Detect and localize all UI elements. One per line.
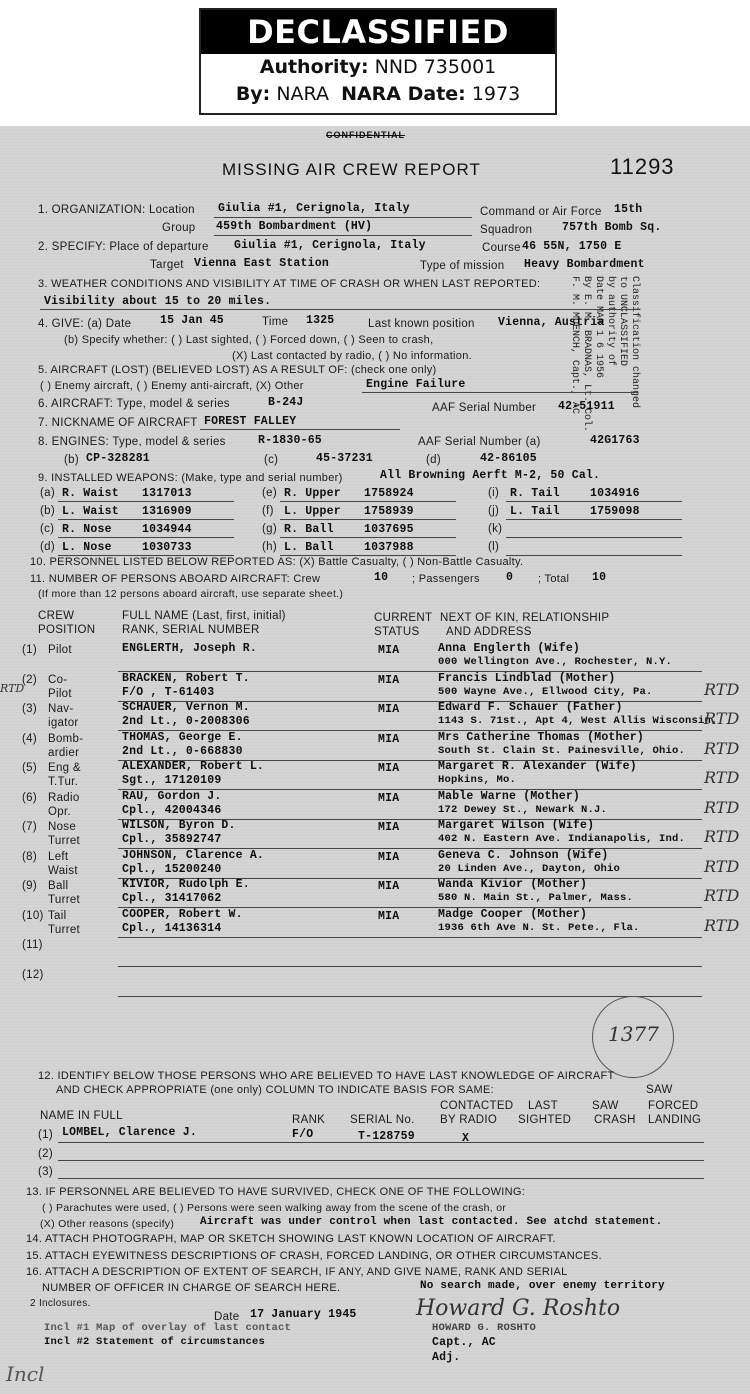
weapon-serial: 1759098 xyxy=(590,505,640,518)
weapon-tag: (l) xyxy=(488,541,500,553)
survived-label: 13. IF PERSONNEL ARE BELIEVED TO HAVE SURVIVED, CHECK ONE OF THE FOLLOWING: xyxy=(26,1186,526,1198)
crew-position: Eng & xyxy=(48,762,81,774)
crew-position-cont: Turret xyxy=(48,924,81,936)
classification-stamp-line: By E. M. BRADNAS, Lt. Col. xyxy=(581,276,592,433)
page-title: MISSING AIR CREW REPORT xyxy=(222,160,481,179)
crew-rank-serial: Cpl., 35892747 xyxy=(122,833,222,846)
weather-value: Visibility about 15 to 20 miles. xyxy=(44,295,272,308)
engines-label: 8. ENGINES: Type, model & series xyxy=(38,436,226,448)
contacted-line: (X) Last contacted by radio, ( ) No information. xyxy=(232,350,472,362)
inclosures: 2 Inclosures. xyxy=(30,1298,91,1309)
departure-value: Giulia #1, Cerignola, Italy xyxy=(234,239,426,252)
course-value: 46 55N, 1750 E xyxy=(522,240,622,253)
separate-sheet-note: (If more than 12 persons aboard aircraft, use separate sheet.) xyxy=(38,588,344,600)
crew-next-of-kin: Madge Cooper (Mother) xyxy=(438,908,588,921)
weapon-position: L. Waist xyxy=(62,505,119,518)
crew-name: JOHNSON, Clarence A. xyxy=(122,849,265,862)
command-value: 15th xyxy=(614,203,643,216)
crew-next-of-kin: Geneva C. Johnson (Wife) xyxy=(438,849,609,862)
engine-serial-a: 42G1763 xyxy=(590,434,640,447)
crew-name: COOPER, Robert W. xyxy=(122,908,243,921)
other-reasons-value: Aircraft was under control when last contacted. See atchd statement. xyxy=(200,1216,663,1228)
crew-rtd-note: RTD xyxy=(704,857,740,876)
crew-rank-serial: Cpl., 31417062 xyxy=(122,892,222,905)
crew-number: (7) xyxy=(22,821,37,833)
col-name: NAME IN FULL xyxy=(40,1110,123,1122)
weapon-position: L. Ball xyxy=(284,541,334,554)
engine-serial-label: AAF Serial Number (a) xyxy=(418,436,541,448)
crew-address: 580 N. Main St., Palmer, Mass. xyxy=(438,892,634,904)
identify-label-1: 12. IDENTIFY BELOW THOSE PERSONS WHO ARE BELIEVED TO HAVE LAST KNOWLEDGE OF AIRCRAFT xyxy=(38,1070,615,1082)
weapon-tag: (j) xyxy=(488,505,500,517)
crew-position: Bomb- xyxy=(48,733,84,745)
crew-name: SCHAUER, Vernon M. xyxy=(122,701,250,714)
org-location-value: Giulia #1, Cerignola, Italy xyxy=(218,202,410,215)
crew-rank-serial: 2nd Lt., 0-668830 xyxy=(122,745,243,758)
crew-address: 000 Wellington Ave., Rochester, N.Y. xyxy=(438,656,673,668)
weapon-serial: 1030733 xyxy=(142,541,192,554)
crew-number: (12) xyxy=(22,969,44,981)
crew-rtd-note: RTD xyxy=(704,827,740,846)
crew-position-cont: T.Tur. xyxy=(48,776,79,788)
weapon-tag: (f) xyxy=(262,505,274,517)
report-date: 17 January 1945 xyxy=(250,1308,357,1321)
engine-serial-c: 45-37231 xyxy=(316,452,373,465)
stamp-by xyxy=(201,81,555,108)
crew-header-position-1: CREW xyxy=(38,610,75,622)
weapon-tag: (k) xyxy=(488,523,503,535)
crew-next-of-kin: Mrs Catherine Thomas (Mother) xyxy=(438,731,644,744)
crew-status: MIA xyxy=(378,792,400,805)
crew-address: South St. Clain St. Painesville, Ohio. xyxy=(438,745,686,757)
crew-position-cont: Pilot xyxy=(48,688,72,700)
weapon-position: L. Upper xyxy=(284,505,341,518)
crew-position: Tail xyxy=(48,910,67,922)
attach-search-line-1: 16. ATTACH A DESCRIPTION OF EXTENT OF SEARCH, IF ANY, AND GIVE NAME, RANK AND SERIAL xyxy=(26,1266,568,1278)
report-date-label: Date xyxy=(214,1311,240,1323)
inclosure-2: Incl #2 Statement of circumstances xyxy=(44,1336,266,1348)
aircraft-serial-label: AAF Serial Number xyxy=(432,402,537,414)
weapon-serial: 1034916 xyxy=(590,487,640,500)
signature: Howard G. Roshto xyxy=(416,1296,621,1321)
crew-header-name-2: RANK, SERIAL NUMBER xyxy=(122,624,260,636)
weapon-serial: 1316909 xyxy=(142,505,192,518)
crew-address: 500 Wayne Ave., Ellwood City, Pa. xyxy=(438,686,653,698)
crew-address: 1936 6th Ave N. St. Pete., Fla. xyxy=(438,922,640,934)
aircraft-lost-label: 5. AIRCRAFT (LOST) (BELIEVED LOST) AS A RESULT OF: (check one only) xyxy=(38,364,437,376)
crew-rtd-note: RTD xyxy=(704,886,740,905)
weapon-serial: 1037695 xyxy=(364,523,414,536)
date-label: 4. GIVE: (a) Date xyxy=(38,318,132,330)
crew-number: (9) xyxy=(22,880,37,892)
witness-row-num: (1) xyxy=(38,1129,53,1141)
crew-rank-serial: Cpl., 42004346 xyxy=(122,804,222,817)
personnel-status-line: 10. PERSONNEL LISTED BELOW REPORTED AS: (X) Battle Casualty, ( ) Non-Battle Casualty. xyxy=(30,556,524,568)
position-value: Vienna, Austria xyxy=(498,316,605,329)
crew-address: 1143 S. 71st., Apt 4, West Allis Wisconsin. xyxy=(438,715,718,727)
stamp-by-value: NARA xyxy=(276,83,329,105)
crew-position-cont: ardier xyxy=(48,747,80,759)
witness-serial: T-128759 xyxy=(358,1130,415,1143)
aircraft-lost-options: ( ) Enemy aircraft, ( ) Enemy anti-aircraft, (X) Other xyxy=(40,380,304,392)
declassified-stamp xyxy=(199,8,557,115)
crew-next-of-kin: Anna Englerth (Wife) xyxy=(438,642,581,655)
crew-header-position-2: POSITION xyxy=(38,624,96,636)
crew-rank-serial: 2nd Lt., 0-2008306 xyxy=(122,715,250,728)
weapon-tag: (a) xyxy=(40,487,55,499)
departure-label: 2. SPECIFY: Place of departure xyxy=(38,241,209,253)
crew-rtd-note: RTD xyxy=(704,768,740,787)
weapons-label: 9. INSTALLED WEAPONS: (Make, type and serial number) xyxy=(38,472,343,484)
squadron-value: 757th Bomb Sq. xyxy=(562,221,662,234)
stamp-date-value: 1973 xyxy=(471,83,521,105)
crew-next-of-kin: Edward F. Schauer (Father) xyxy=(438,701,623,714)
form-paper xyxy=(0,126,750,1394)
crew-status: MIA xyxy=(378,733,400,746)
crew-status: MIA xyxy=(378,703,400,716)
engine-d-label: (d) xyxy=(426,454,441,466)
attach-photo-line: 14. ATTACH PHOTOGRAPH, MAP OR SKETCH SHOWING LAST KNOWN LOCATION OF AIRCRAFT. xyxy=(26,1233,556,1245)
org-label: 1. ORGANIZATION: Location xyxy=(38,204,195,216)
crew-header-status-1: CURRENT xyxy=(374,612,433,624)
crew-position: Radio xyxy=(48,792,80,804)
passenger-count: 0 xyxy=(506,571,514,584)
corner-note: Incl xyxy=(6,1362,45,1386)
crew-position: Nose xyxy=(48,821,77,833)
crew-name: KIVIOR, Rudolph E. xyxy=(122,878,250,891)
weapon-tag: (b) xyxy=(40,505,55,517)
crew-name: BRACKEN, Robert T. xyxy=(122,672,250,685)
stamp-date-label: NARA Date: xyxy=(341,83,466,105)
witness-rank: F/O xyxy=(292,1128,314,1141)
crew-header-status-2: STATUS xyxy=(374,626,420,638)
weapon-position: R. Tail xyxy=(510,487,560,500)
position-label: Last known position xyxy=(368,318,475,330)
crew-status: MIA xyxy=(378,644,400,657)
crew-name: RAU, Gordon J. xyxy=(122,790,222,803)
stamp-authority xyxy=(201,54,555,81)
stamp-authority-label: Authority: xyxy=(259,56,369,78)
engine-serial-b: CP-328281 xyxy=(86,452,150,465)
attach-search-line-2: NUMBER OF OFFICER IN CHARGE OF SEARCH HERE. xyxy=(42,1282,341,1294)
crew-next-of-kin: Mable Warne (Mother) xyxy=(438,790,581,803)
crew-next-of-kin: Francis Lindblad (Mother) xyxy=(438,672,616,685)
passengers-label: ; Passengers xyxy=(412,573,480,585)
col-serial: SERIAL No. xyxy=(350,1114,415,1126)
witness-row-num: (3) xyxy=(38,1166,53,1178)
crew-rtd-note: RTD xyxy=(704,916,740,935)
persons-aboard-label: 11. NUMBER OF PERSONS ABOARD AIRCRAFT: Crew xyxy=(30,573,321,585)
group-label: Group xyxy=(162,222,196,234)
crew-position: Pilot xyxy=(48,644,72,656)
search-value: No search made, over enemy territory xyxy=(420,1280,665,1292)
stamp-by-label: By: xyxy=(235,83,271,105)
target-value: Vienna East Station xyxy=(194,257,329,270)
weapon-serial: 1034944 xyxy=(142,523,192,536)
time-label: Time xyxy=(262,316,289,328)
crew-name: ALEXANDER, Robert L. xyxy=(122,760,265,773)
weapon-serial: 1758939 xyxy=(364,505,414,518)
crew-position-cont: Waist xyxy=(48,865,78,877)
weapons-value: All Browning Aerft M-2, 50 Cal. xyxy=(380,469,601,482)
crew-rank-serial: Cpl., 15200240 xyxy=(122,863,222,876)
col-contacted: CONTACTED xyxy=(440,1100,514,1112)
weather-label: 3. WEATHER CONDITIONS AND VISIBILITY AT TIME OF CRASH OR WHEN LAST REPORTED: xyxy=(38,278,541,290)
crew-rtd-note: RTD xyxy=(704,709,740,728)
crew-next-of-kin: Margaret Wilson (Wife) xyxy=(438,819,595,832)
crew-status: MIA xyxy=(378,762,400,775)
col-radio: BY RADIO xyxy=(440,1114,498,1126)
engine-serial-d: 42-86105 xyxy=(480,452,537,465)
aircraft-type-label: 6. AIRCRAFT: Type, model & series xyxy=(38,398,230,410)
witness-radio-mark: X xyxy=(462,1132,470,1145)
classification-stamp-line: Date MAR 1 6 1956 xyxy=(593,276,604,379)
crew-number: (8) xyxy=(22,851,37,863)
signer-title: Adj. xyxy=(432,1351,461,1364)
crew-address: 20 Linden Ave., Dayton, Ohio xyxy=(438,863,621,875)
crew-rank-serial: Cpl., 14136314 xyxy=(122,922,222,935)
crew-header-kin-2: AND ADDRESS xyxy=(446,626,532,638)
margin-rtd-note: RTD xyxy=(0,682,25,695)
crew-number: (4) xyxy=(22,733,37,745)
mission-value: Heavy Bombardment xyxy=(524,258,645,271)
weapon-serial: 1037988 xyxy=(364,541,414,554)
classification-stamp-line: F. M. MUENCH, Capt., AC xyxy=(569,276,580,415)
weapon-tag: (d) xyxy=(40,541,55,553)
crew-name: WILSON, Byron D. xyxy=(122,819,236,832)
col-saw: SAW xyxy=(592,1100,619,1112)
crew-number: (2) xyxy=(22,674,37,686)
command-label: Command or Air Force xyxy=(480,206,602,218)
col-forced: FORCED xyxy=(648,1100,699,1112)
witness-row-num: (2) xyxy=(38,1148,53,1160)
col-crash: CRASH xyxy=(594,1114,636,1126)
crew-name: THOMAS, George E. xyxy=(122,731,243,744)
engines-value: R-1830-65 xyxy=(258,434,322,447)
crew-position: Left xyxy=(48,851,69,863)
weapon-position: R. Nose xyxy=(62,523,112,536)
identify-label-2: AND CHECK APPROPRIATE (one only) COLUMN TO INDICATE BASIS FOR SAME: xyxy=(56,1084,494,1096)
crew-count: 10 xyxy=(374,571,389,584)
weapon-tag: (g) xyxy=(262,523,277,535)
crew-status: MIA xyxy=(378,851,400,864)
weapon-serial: 1317013 xyxy=(142,487,192,500)
crew-number: (5) xyxy=(22,762,37,774)
weapon-position: L. Tail xyxy=(510,505,560,518)
col-rank: RANK xyxy=(292,1114,326,1126)
aircraft-serial-value: 42-51911 xyxy=(558,400,615,413)
col-last: LAST xyxy=(528,1100,558,1112)
time-value: 1325 xyxy=(306,314,335,327)
weapon-position: R. Upper xyxy=(284,487,341,500)
mission-label: Type of mission xyxy=(420,260,505,272)
crew-status: MIA xyxy=(378,880,400,893)
weapon-tag: (e) xyxy=(262,487,277,499)
col-sighted: SIGHTED xyxy=(518,1114,572,1126)
crew-number: (11) xyxy=(22,939,43,951)
crew-number: (10) xyxy=(22,910,44,922)
crew-position: Co- xyxy=(48,674,68,686)
classification-stamp-line: to UNCLASSIFIED xyxy=(617,276,628,367)
weapon-tag: (h) xyxy=(262,541,277,553)
crew-status: MIA xyxy=(378,821,400,834)
signer-name: HOWARD G. ROSHTO xyxy=(432,1322,537,1334)
confidential-mark: CONFIDENTIAL xyxy=(326,130,405,140)
specify-line: (b) Specify whether: ( ) Last sighted, ( ) Forced down, ( ) Seen to crash, xyxy=(64,334,434,346)
inclosure-1: Incl #1 Map of overlay of last contact xyxy=(44,1322,292,1334)
engine-b-label: (b) xyxy=(64,454,79,466)
classification-stamp-line: by authority of xyxy=(605,276,616,367)
col-saw-top: SAW xyxy=(646,1084,673,1096)
signer-rank: Capt., AC xyxy=(432,1336,496,1349)
crew-next-of-kin: Margaret R. Alexander (Wife) xyxy=(438,760,637,773)
crew-header-kin-1: NEXT OF KIN, RELATIONSHIP xyxy=(440,612,610,624)
other-reasons-label: (X) Other reasons (specify) xyxy=(40,1218,175,1230)
crew-position-cont: Opr. xyxy=(48,806,71,818)
crew-rank-serial: Sgt., 17120109 xyxy=(122,774,222,787)
target-label: Target xyxy=(150,259,184,271)
crew-number: (1) xyxy=(22,644,37,656)
weapon-tag: (c) xyxy=(40,523,55,535)
total-count: 10 xyxy=(592,571,607,584)
crew-name: ENGLERTH, Joseph R. xyxy=(122,642,257,655)
crew-rtd-note: RTD xyxy=(704,798,740,817)
stamp-authority-value: NND 735001 xyxy=(374,56,497,78)
stamp-heading: DECLASSIFIED xyxy=(201,10,555,54)
crew-number: (3) xyxy=(22,703,37,715)
crew-position-cont: igator xyxy=(48,717,79,729)
witness-name: LOMBEL, Clarence J. xyxy=(62,1126,197,1139)
crew-position: Ball xyxy=(48,880,69,892)
aircraft-lost-other: Engine Failure xyxy=(366,378,466,391)
crew-rtd-note: RTD xyxy=(704,680,740,699)
weapon-position: R. Waist xyxy=(62,487,119,500)
crew-address: 172 Dewey St., Newark N.J. xyxy=(438,804,608,816)
engine-c-label: (c) xyxy=(264,454,279,466)
weapon-position: R. Ball xyxy=(284,523,334,536)
crew-address: Hopkins, Mo. xyxy=(438,774,517,786)
crew-position: Nav- xyxy=(48,703,74,715)
nickname-value: FOREST FALLEY xyxy=(204,415,297,428)
crew-status: MIA xyxy=(378,910,400,923)
crew-number: (6) xyxy=(22,792,37,804)
aircraft-type-value: B-24J xyxy=(268,396,304,409)
course-label: Course xyxy=(482,242,521,254)
crew-position-cont: Turret xyxy=(48,894,81,906)
survived-options: ( ) Parachutes were used, ( ) Persons were seen walking away from the scene of the crash, or xyxy=(42,1202,507,1214)
crew-address: 402 N. Eastern Ave. Indianapolis, Ind. xyxy=(438,833,686,845)
report-number: 11293 xyxy=(610,154,675,179)
crew-status: MIA xyxy=(378,674,400,687)
crew-rtd-note: RTD xyxy=(704,739,740,758)
date-value: 15 Jan 45 xyxy=(160,314,224,327)
margin-oval-number: 1377 xyxy=(608,1022,659,1046)
weapon-tag: (i) xyxy=(488,487,500,499)
col-landing: LANDING xyxy=(648,1114,702,1126)
crew-rank-serial: F/O , T-61403 xyxy=(122,686,215,699)
total-label: ; Total xyxy=(538,573,570,585)
nickname-label: 7. NICKNAME OF AIRCRAFT xyxy=(38,417,198,429)
crew-next-of-kin: Wanda Kivior (Mother) xyxy=(438,878,588,891)
weapon-position: L. Nose xyxy=(62,541,112,554)
attach-eyewitness-line: 15. ATTACH EYEWITNESS DESCRIPTIONS OF CRASH, FORCED LANDING, OR OTHER CIRCUMSTANCES. xyxy=(26,1250,602,1262)
classification-stamp-line: Classification changed xyxy=(629,276,640,409)
crew-position-cont: Turret xyxy=(48,835,81,847)
crew-header-name-1: FULL NAME (Last, first, initial) xyxy=(122,610,286,622)
weapon-serial: 1758924 xyxy=(364,487,414,500)
squadron-label: Squadron xyxy=(480,224,533,236)
group-value: 459th Bombardment (HV) xyxy=(216,220,373,233)
